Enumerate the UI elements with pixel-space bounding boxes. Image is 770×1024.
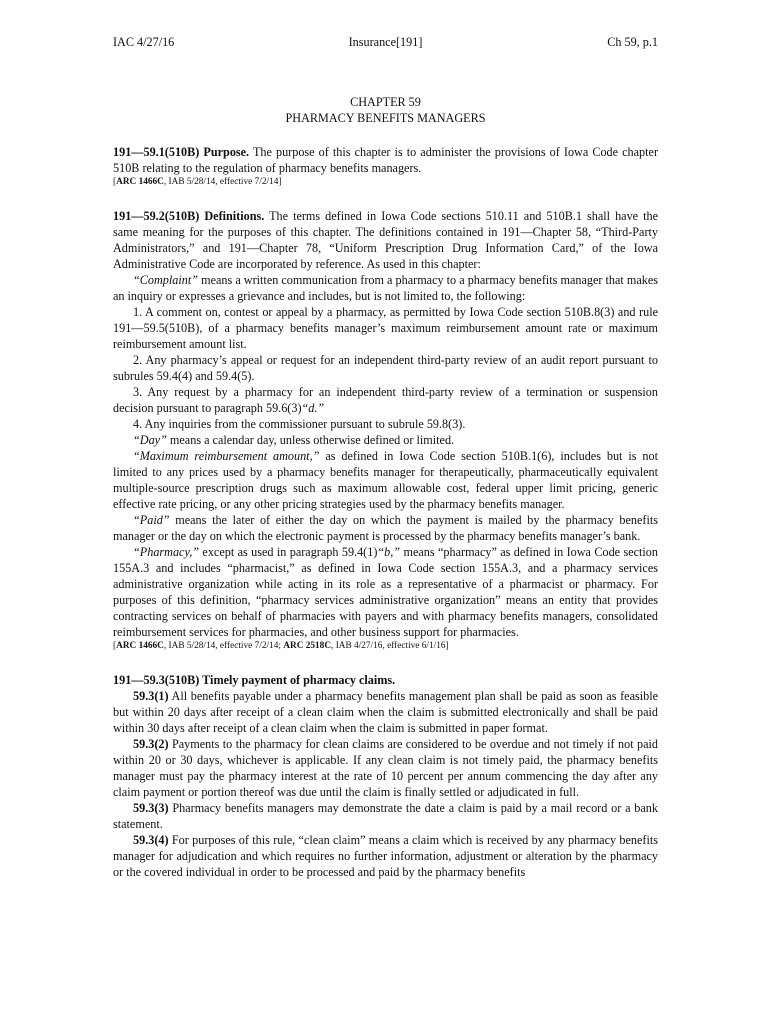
subrule-text: All benefits payable under a pharmacy benefits management plan shall be paid as soon as feasible but within 20 days after receipt of a clean claim when the claim is submitted electronically and shall be paid within 30 days after receipt of a clean claim when the claim is submitted in paper format. <box>113 689 658 735</box>
complaint-item-3 <box>113 384 658 416</box>
source-arc-1: ARC 1466C <box>116 641 164 651</box>
subrule-number: 59.3(3) <box>133 801 169 815</box>
header-page-ref: Ch 59, p.1 <box>607 35 658 49</box>
subrule-59-3-4 <box>113 832 658 880</box>
complaint-item-1: 1. A comment on, contest or appeal by a pharmacy, as permitted by Iowa Code section 510B.8(3) and rule 191—59.5(510B), of a pharmacy benefits manager’s maximum reimbursement amount rate or maximum reimbursement amount list. <box>113 305 658 351</box>
subrule-59-3-2 <box>113 736 658 800</box>
def-day: means a calendar day, unless otherwise defined or limited. <box>166 433 455 447</box>
source-detail-2: , IAB 4/27/16, effective 6/1/16] <box>331 641 449 651</box>
chapter-number: CHAPTER 59 <box>350 95 421 109</box>
chapter-title: PHARMACY BENEFITS MANAGERS <box>285 111 486 125</box>
subrule-59-3-1 <box>113 688 658 736</box>
term-pharmacy: “Pharmacy,” <box>133 545 200 559</box>
complaint-item-4: 4. Any inquiries from the commissioner pursuant to subrule 59.8(3). <box>133 417 466 431</box>
term-paid: “Paid” <box>133 513 170 527</box>
subrule-number: 59.3(2) <box>133 737 169 751</box>
complaint-item-2: 2. Any pharmacy’s appeal or request for an independent third-party review of an audit report pursuant to subrules 59.4(4) and 59.4(5). <box>113 353 658 383</box>
rule-59-2 <box>113 208 658 652</box>
def-complaint: means a written communication from a pharmacy to a pharmacy benefits manager that makes an inquiry or expresses a grievance and includes, but is not limited to, the following: <box>113 273 658 303</box>
subrule-text: Payments to the pharmacy for clean claims are considered to be overdue and not timely if not paid within 20 or 30 days, whichever is applicable. If any clean claim is not timely paid, the pharmacy benefits manager must pay the pharmacy interest at the rate of 10 percent per annum commencing the day after any claim payment or portion thereof was due until the claim is finally settled or adjudicated in full. <box>113 737 658 799</box>
term-mra: “Maximum reimbursement amount,” <box>133 449 320 463</box>
header-agency: Insurance[191] <box>348 35 423 49</box>
term-complaint: “Complaint” <box>133 273 199 287</box>
rule-59-1-source: [ARC 1466C, IAB 5/28/14, effective 7/2/14] <box>113 177 282 187</box>
def-paid: means the later of either the day on which the payment is mailed by the pharmacy benefits manager or the day on which the electronic payment is processed by the pharmacy benefits manager’s bank. <box>113 513 658 543</box>
item-3-paragraph-ref: “d.” <box>301 401 325 415</box>
def-pharmacy-a: except as used in paragraph 59.4(1) <box>199 545 378 559</box>
rule-59-2-source: [ARC 1466C, IAB 5/28/14, effective 7/2/14; ARC 2518C, IAB 4/27/16, effective 6/1/16] <box>113 641 449 651</box>
header-date: IAC 4/27/16 <box>113 35 175 49</box>
rule-59-1-heading: 191—59.1(510B) Purpose. <box>113 145 250 159</box>
document-body <box>113 94 658 880</box>
definition-complaint <box>113 272 658 304</box>
rule-59-3-heading: 191—59.3(510B) Timely payment of pharmacy claims. <box>113 673 396 687</box>
subrule-number: 59.3(1) <box>133 689 169 703</box>
subrule-text: For purposes of this rule, “clean claim” means a claim which is received by any pharmacy benefits manager for adjudication and which requires no further information, adjustment or alteration by the pharmacy or the covered individual in order to be processed and paid by the pharmacy benefits <box>113 833 658 879</box>
subrule-number: 59.3(4) <box>133 833 169 847</box>
item-3-text: 3. Any request by a pharmacy for an independent third-party review of a termination or suspension decision pursuant to paragraph 59.6(3) <box>113 385 658 415</box>
source-detail-1: , IAB 5/28/14, effective 7/2/14; <box>163 641 284 651</box>
pharmacy-paragraph-ref: “b,” <box>377 545 401 559</box>
rule-59-1-text: The purpose of this chapter is to administer the provisions of Iowa Code chapter 510B relating to the regulation of pharmacy benefits managers. <box>113 145 658 175</box>
rule-59-3 <box>113 672 658 880</box>
def-pharmacy-b: means “pharmacy” as defined in Iowa Code section 155A.3 and includes “pharmacist,” as defined in Iowa Code section 155A.3, and a pharmacy services administrative organization while acting in its role as a representative of a pharmacist or pharmacy. For purposes of this definition, “pharmacy services administrative organization” means an entity that provides contracting services on behalf of pharmacies with payers and with pharmacy benefits managers, consolidated reimbursement services for pharmacies, and other business support for pharmacies. <box>113 545 658 639</box>
source-detail: , IAB 5/28/14, effective 7/2/14] <box>163 177 282 187</box>
definition-pharmacy <box>113 544 658 640</box>
rule-59-1 <box>113 144 658 188</box>
source-arc: ARC 1466C <box>116 177 164 187</box>
definition-day <box>113 432 658 448</box>
def-mra: as defined in Iowa Code section 510B.1(6), includes but is not limited to any prices used by a pharmacy benefits manager for therapeutically, pharmaceutically equivalent multiple-source prescription drugs such as maximum allowable cost, federal upper limit pricing, generic effective rate pricing, or any other pricing strategies used by the pharmacy benefits manager. <box>113 449 658 511</box>
term-day: “Day” <box>133 433 167 447</box>
definition-paid <box>113 512 658 544</box>
source-arc-2: ARC 2518C <box>283 641 332 651</box>
rule-59-2-heading: 191—59.2(510B) Definitions. <box>113 209 265 223</box>
subrule-59-3-3 <box>113 800 658 832</box>
definition-max-reimbursement <box>113 448 658 512</box>
subrule-text: Pharmacy benefits managers may demonstrate the date a claim is paid by a mail record or a bank statement. <box>113 801 658 831</box>
rule-59-2-intro: The terms defined in Iowa Code sections 510.11 and 510B.1 shall have the same meaning for the purposes of this chapter. The definitions contained in 191—Chapter 58, “Third-Party Administrators,” and 191—Chapter 78, “Uniform Prescription Drug Information Card,” of the Iowa Administrative Code are incorporated by reference. As used in this chapter: <box>113 209 658 271</box>
